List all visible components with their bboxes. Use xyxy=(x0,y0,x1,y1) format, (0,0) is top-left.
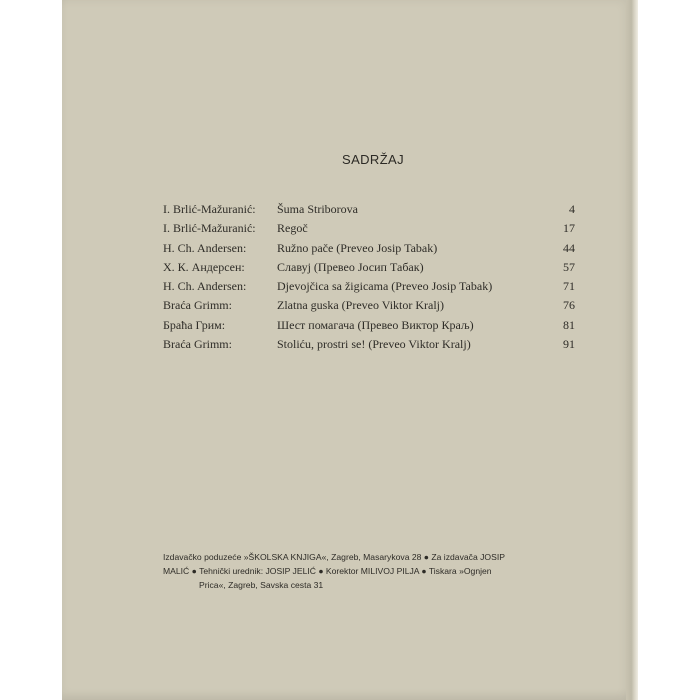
toc-author: Braća Grimm: xyxy=(163,298,232,313)
publisher-imprint xyxy=(163,550,583,592)
toc-page-number: 4 xyxy=(569,202,575,216)
toc-title: Stoliću, prostri se! (Preveo Viktor Kralj) xyxy=(277,337,471,352)
toc-author: Х. К. Андерсен: xyxy=(163,259,245,274)
toc-title: Славуј (Превео Јосип Табак) xyxy=(277,259,424,274)
toc-row xyxy=(163,221,575,240)
toc-title: Zlatna guska (Preveo Viktor Kralj) xyxy=(277,298,445,313)
toc-page-number: 57 xyxy=(563,259,575,274)
toc-row xyxy=(163,337,575,356)
toc-author: Braća Grimm: xyxy=(163,337,232,352)
toc-title: Djevojčica sa žigicama (Preveo Josip Tabak) xyxy=(277,279,493,294)
toc-page-number: 76 xyxy=(563,298,575,313)
toc-title: Ružno pače (Preveo Josip Tabak) xyxy=(277,240,438,255)
table-of-contents xyxy=(163,202,575,356)
toc-page-number: 81 xyxy=(563,317,575,332)
toc-author: I. Brlić-Mažuranić: xyxy=(163,221,256,236)
toc-row xyxy=(163,318,575,337)
toc-title: Regoč xyxy=(277,221,308,236)
imprint-line: Izdavačko poduzeće »ŠKOLSKA KNJIGA«, Zagreb, Masarykova 28 ● Za izdavača JOSIP xyxy=(163,552,505,562)
toc-row xyxy=(163,279,575,298)
toc-page-number: 17 xyxy=(563,221,575,236)
imprint-line: Prica«, Zagreb, Savska cesta 31 xyxy=(199,580,324,590)
toc-author: H. Ch. Andersen: xyxy=(163,240,247,255)
toc-row xyxy=(163,241,575,260)
toc-page-number: 44 xyxy=(563,240,575,255)
toc-author: H. Ch. Andersen: xyxy=(163,279,247,294)
page-title: SADRŽAJ xyxy=(342,152,405,167)
toc-author: I. Brlić-Mažuranić: xyxy=(163,202,256,216)
toc-page-number: 71 xyxy=(563,279,575,294)
toc-page-number: 91 xyxy=(563,337,575,352)
toc-row xyxy=(163,298,575,317)
toc-title: Šuma Striborova xyxy=(277,202,358,216)
imprint-line: MALIĆ ● Tehnički urednik: JOSIP JELIĆ ● Korektor MILIVOJ PILJA ● Tiskara »Ognjen xyxy=(163,566,492,576)
toc-author: Браћа Грим: xyxy=(163,317,226,332)
toc-title: Шест помагача (Превео Виктор Краљ) xyxy=(277,317,474,332)
page-edge xyxy=(626,0,638,700)
toc-row xyxy=(163,202,575,221)
toc-row xyxy=(163,260,575,279)
